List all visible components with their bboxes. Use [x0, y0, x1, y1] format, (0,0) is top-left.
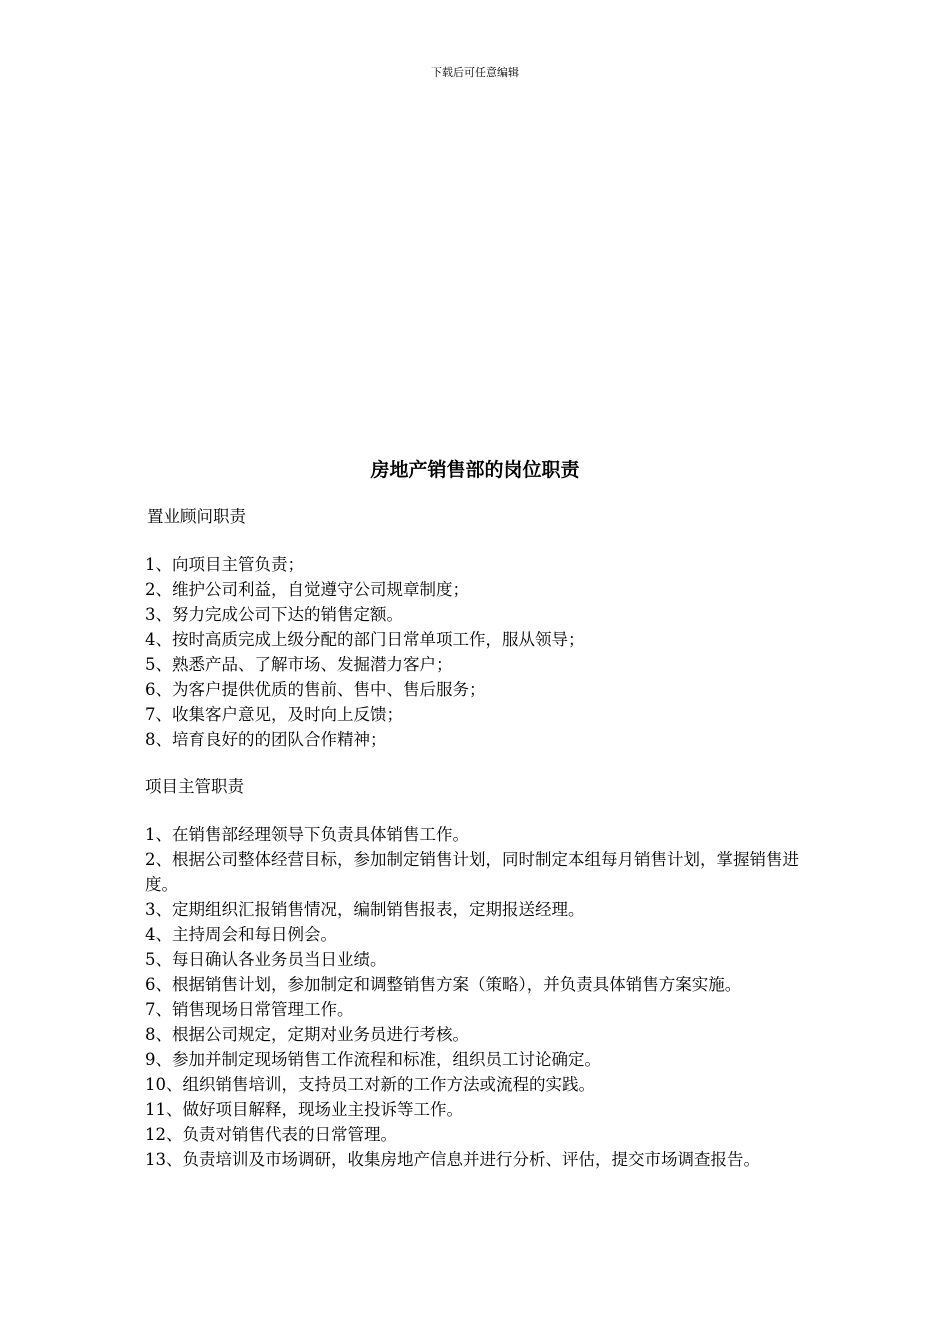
list-item: 5、每日确认各业务员当日业绩。 — [145, 950, 387, 969]
list-item: 10、组织销售培训，支持员工对新的工作方法或流程的实践。 — [145, 1075, 595, 1094]
list-item: 4、按时高质完成上级分配的部门日常单项工作，服从领导； — [145, 630, 585, 649]
list-item: 3、努力完成公司下达的销售定额。 — [145, 605, 403, 624]
section-heading-sales-consultant: 置业顾问职责 — [147, 507, 246, 526]
project-supervisor-duties-list — [145, 822, 810, 1172]
list-item: 13、负责培训及市场调研，收集房地产信息并进行分析、评估，提交市场调查报告。 — [145, 1150, 760, 1169]
section-heading-project-supervisor: 项目主管职责 — [145, 777, 244, 796]
list-item: 3、定期组织汇报销售情况，编制销售报表，定期报送经理。 — [145, 900, 585, 919]
sales-consultant-duties-list — [145, 552, 810, 752]
list-item: 1、向项目主管负责； — [145, 555, 304, 574]
list-item: 2、根据公司整体经营目标，参加制定销售计划，同时制定本组每月销售计划，掌握销售进度。 — [145, 850, 799, 894]
list-item: 9、参加并制定现场销售工作流程和标准，组织员工讨论确定。 — [145, 1050, 601, 1069]
list-item: 1、在销售部经理领导下负责具体销售工作。 — [145, 825, 469, 844]
list-item: 4、主持周会和每日例会。 — [145, 925, 337, 944]
document-title: 房地产销售部的岗位职责 — [370, 459, 580, 481]
list-item: 8、根据公司规定，定期对业务员进行考核。 — [145, 1025, 469, 1044]
list-item: 7、销售现场日常管理工作。 — [145, 1000, 354, 1019]
header-note: 下载后可任意编辑 — [431, 66, 519, 79]
list-item: 2、维护公司利益，自觉遵守公司规章制度； — [145, 580, 469, 599]
list-item: 12、负责对销售代表的日常管理。 — [145, 1125, 397, 1144]
list-item: 6、为客户提供优质的售前、售中、售后服务； — [145, 680, 486, 699]
list-item: 8、培育良好的的团队合作精神； — [145, 730, 387, 749]
list-item: 6、根据销售计划，参加制定和调整销售方案（策略），并负责具体销售方案实施。 — [145, 975, 742, 994]
list-item: 5、熟悉产品、了解市场、发掘潜力客户； — [145, 655, 453, 674]
list-item: 11、做好项目解释，现场业主投诉等工作。 — [145, 1100, 463, 1119]
list-item: 7、收集客户意见，及时向上反馈； — [145, 705, 403, 724]
